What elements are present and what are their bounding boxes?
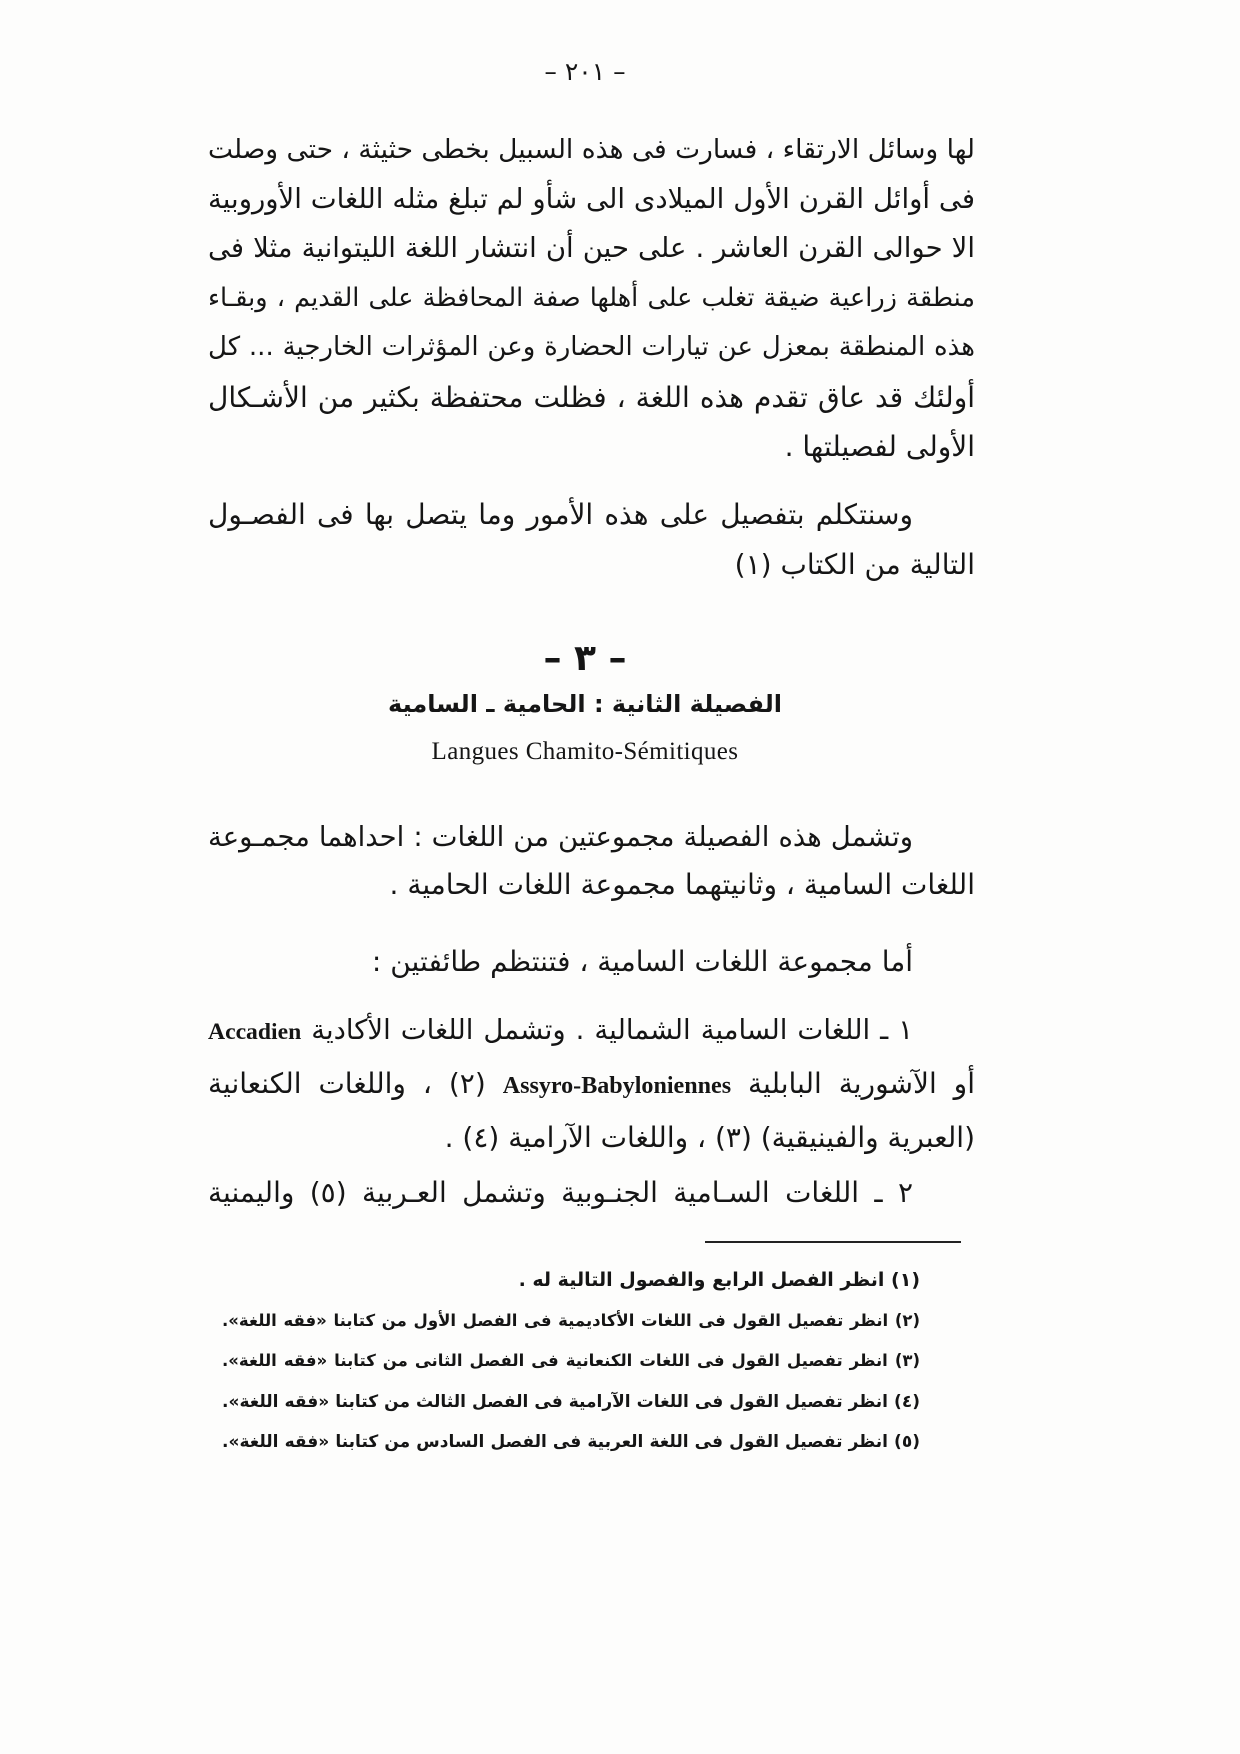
paragraph-line: منطقة زراعية ضيقة تغلب على أهلها صفة المحافظة على القديم ، وبقـاء bbox=[208, 282, 975, 313]
paragraph-line: وتشمل هذه الفصيلة مجموعتين من اللغات : احداهما مجمـوعة bbox=[208, 821, 913, 853]
footnote: (١) انظر الفصل الرابع والفصول التالية له . bbox=[518, 1269, 920, 1291]
line-text: (٢) ، واللغات الكنعانية bbox=[208, 1067, 486, 1100]
footnote: (٣) انظر تفصيل القول فى اللغات الكنعانية فى الفصل الثانى من كتابنا «فقه اللغة». bbox=[222, 1351, 920, 1370]
list-item-line bbox=[208, 1168, 975, 1218]
paragraph-line: وسنتكلم بتفصيل على هذه الأمور وما يتصل بها فى الفصـول bbox=[208, 498, 913, 531]
list-item bbox=[208, 1005, 975, 1163]
footnote: (٥) انظر تفصيل القول فى اللغة العربية فى الفصل السادس من كتابنا «فقه اللغة». bbox=[222, 1432, 920, 1452]
latin-term: Accadien bbox=[208, 1019, 302, 1045]
list-item-line bbox=[208, 1005, 975, 1058]
list-item bbox=[208, 1168, 975, 1218]
paragraph-line: اللغات السامية ، وثانيتهما مجموعة اللغات الحامية . bbox=[389, 868, 975, 901]
page-number: – ٢٠١ – bbox=[544, 57, 626, 86]
paragraph-line: فى أوائل القرن الأول الميلادى الى شأو لم تبلغ مثله اللغات الأوروبية bbox=[208, 182, 975, 215]
section-number: – ٣ – bbox=[543, 638, 627, 679]
line-text: ٢ ـ اللغات السـامية الجنـوبية وتشمل العـربية (٥) واليمنية bbox=[208, 1176, 914, 1209]
line-text: ١ ـ اللغات السامية الشمالية . وتشمل اللغات الأكادية bbox=[311, 1014, 913, 1046]
latin-term: Assyro-Babyloniennes bbox=[502, 1073, 732, 1099]
section-title-latin: Langues Chamito-Sémitiques bbox=[431, 738, 739, 765]
paragraph-line: لها وسائل الارتقاء ، فسارت فى هذه السبيل بخطى حثيثة ، حتى وصلت bbox=[208, 134, 975, 165]
paragraph-line: الا حوالى القرن العاشر . على حين أن انتشار اللغة الليتوانية مثلا فى bbox=[208, 232, 975, 264]
list-item-line bbox=[208, 1112, 975, 1163]
continuation-paragraph bbox=[208, 125, 975, 472]
list-item-line bbox=[208, 1058, 975, 1112]
footnote-separator bbox=[705, 1241, 961, 1243]
footnotes bbox=[222, 1260, 920, 1463]
paragraph-line: الأولى لفصيلتها . bbox=[784, 430, 975, 463]
paragraph-line: أولئك قد عاق تقدم هذه اللغة ، فظلت محتفظة بكثير من الأشـكال bbox=[208, 380, 975, 414]
section-title: الفصيلة الثانية : الحامية ـ السامية bbox=[388, 690, 782, 718]
paragraph-line: أما مجموعة اللغات السامية ، فتنتظم طائفتين : bbox=[371, 945, 913, 978]
intro-paragraph bbox=[208, 813, 975, 909]
reference-paragraph bbox=[208, 490, 975, 590]
paragraph-line: هذه المنطقة بمعزل عن تيارات الحضارة وعن المؤثرات الخارجية ... كل bbox=[208, 332, 975, 362]
groups-paragraph bbox=[208, 937, 975, 987]
footnote: (٤) انظر تفصيل القول فى اللغات الآرامية فى الفصل الثالث من كتابنا «فقه اللغة». bbox=[222, 1391, 920, 1412]
paragraph-line: التالية من الكتاب (١) bbox=[734, 548, 975, 581]
line-text: أو الآشورية البابلية bbox=[748, 1067, 975, 1100]
footnote: (٢) انظر تفصيل القول فى اللغات الأكاديمية فى الفصل الأول من كتابنا «فقه اللغة». bbox=[222, 1310, 920, 1330]
line-text: (العبرية والفينيقية) (٣) ، واللغات الآرامية (٤) . bbox=[444, 1121, 975, 1154]
